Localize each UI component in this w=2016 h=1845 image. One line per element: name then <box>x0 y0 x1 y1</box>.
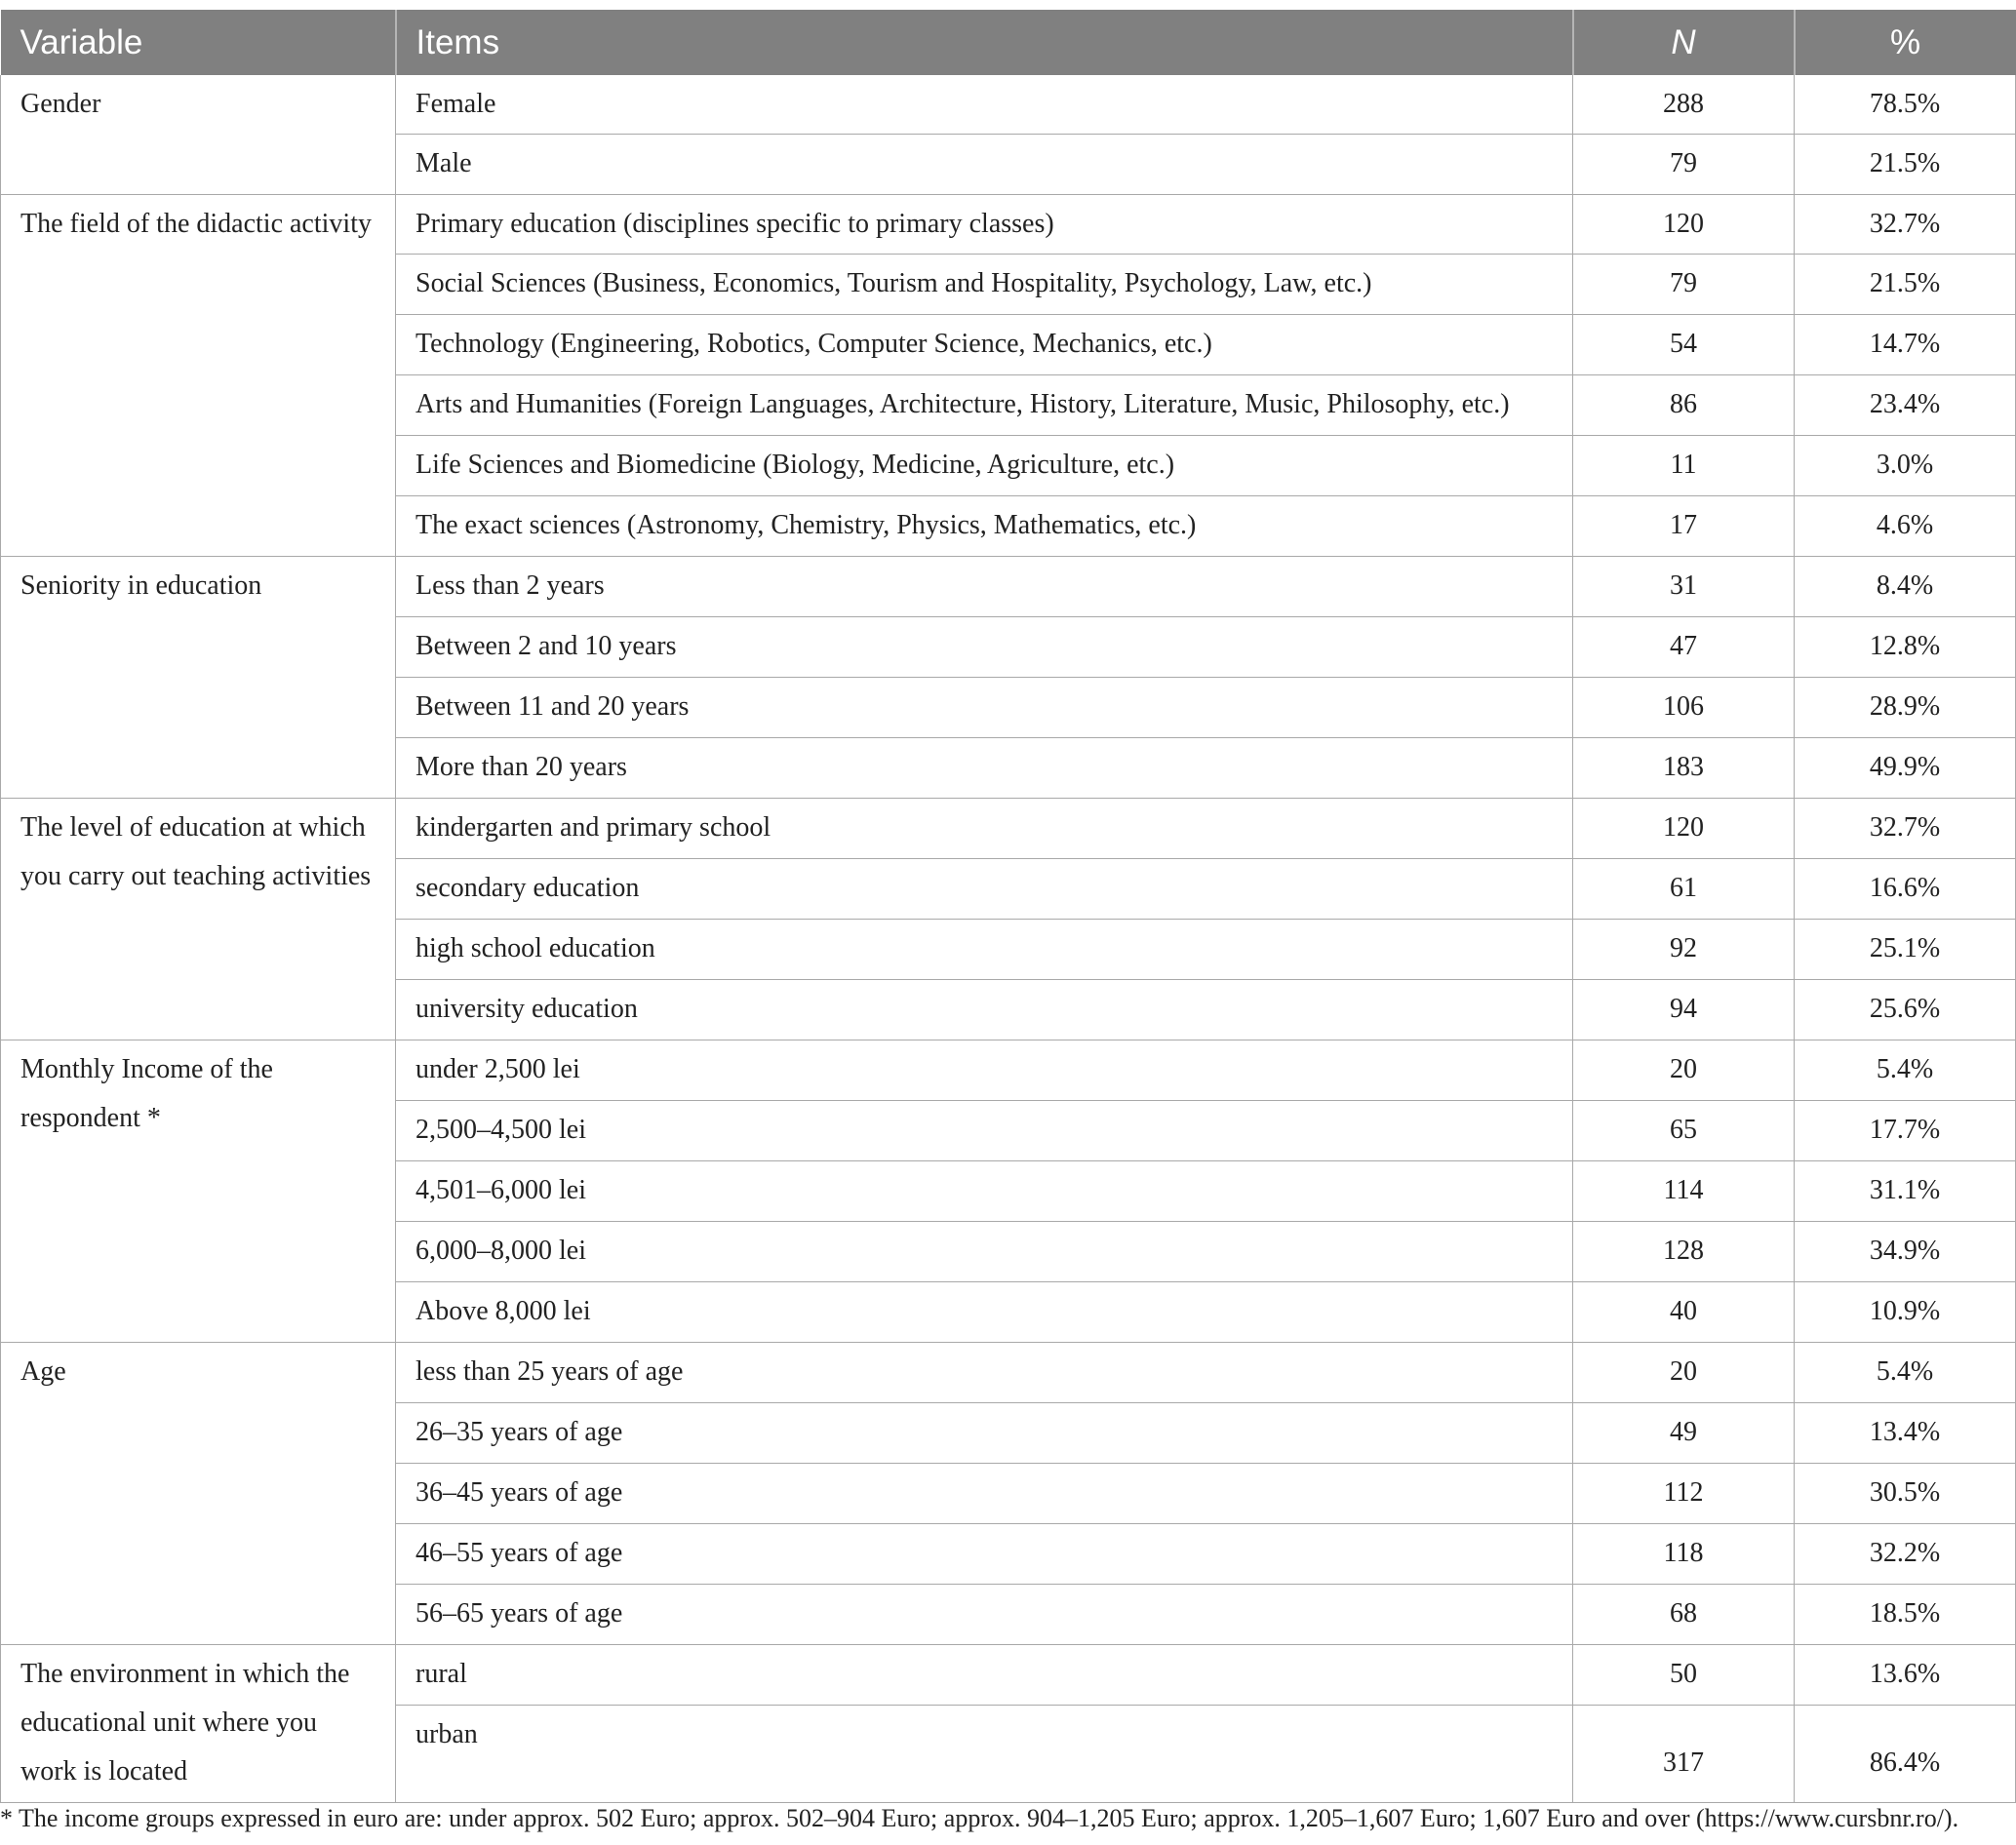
percent-cell: 21.5% <box>1795 254 2016 314</box>
percent-cell: 28.9% <box>1795 677 2016 737</box>
variable-cell: Gender <box>1 75 396 194</box>
n-cell: 49 <box>1573 1402 1795 1463</box>
percent-cell: 32.7% <box>1795 798 2016 858</box>
percent-cell: 13.4% <box>1795 1402 2016 1463</box>
item-cell: less than 25 years of age <box>396 1342 1573 1402</box>
n-cell: 183 <box>1573 737 1795 798</box>
percent-cell: 31.1% <box>1795 1160 2016 1221</box>
n-cell: 61 <box>1573 858 1795 919</box>
table-row <box>1 1342 2016 1402</box>
n-cell: 317 <box>1573 1705 1795 1802</box>
n-cell: 94 <box>1573 979 1795 1040</box>
item-cell: rural <box>396 1644 1573 1705</box>
percent-cell: 23.4% <box>1795 374 2016 435</box>
header-items: Items <box>396 10 1573 75</box>
item-cell: 26–35 years of age <box>396 1402 1573 1463</box>
item-cell: Life Sciences and Biomedicine (Biology, Medicine, Agriculture, etc.) <box>396 435 1573 495</box>
item-cell: Less than 2 years <box>396 556 1573 616</box>
percent-cell: 5.4% <box>1795 1342 2016 1402</box>
item-cell: Technology (Engineering, Robotics, Computer Science, Mechanics, etc.) <box>396 314 1573 374</box>
n-cell: 92 <box>1573 919 1795 979</box>
table-row <box>1 1040 2016 1100</box>
header-n: N <box>1573 10 1795 75</box>
n-cell: 31 <box>1573 556 1795 616</box>
item-cell: high school education <box>396 919 1573 979</box>
item-cell: under 2,500 lei <box>396 1040 1573 1100</box>
percent-cell: 25.6% <box>1795 979 2016 1040</box>
item-cell: 4,501–6,000 lei <box>396 1160 1573 1221</box>
percent-cell: 4.6% <box>1795 495 2016 556</box>
item-cell: 6,000–8,000 lei <box>396 1221 1573 1281</box>
percent-cell: 17.7% <box>1795 1100 2016 1160</box>
variable-cell: Age <box>1 1342 396 1644</box>
percent-cell: 18.5% <box>1795 1584 2016 1644</box>
header-percent: % <box>1795 10 2016 75</box>
table-body <box>1 75 2016 1802</box>
percent-cell: 78.5% <box>1795 75 2016 134</box>
n-cell: 11 <box>1573 435 1795 495</box>
percent-cell: 16.6% <box>1795 858 2016 919</box>
n-cell: 79 <box>1573 134 1795 194</box>
variable-cell: The environment in which the educational unit where you work is located <box>1 1644 396 1802</box>
n-cell: 79 <box>1573 254 1795 314</box>
table-row <box>1 1644 2016 1705</box>
item-cell: Between 11 and 20 years <box>396 677 1573 737</box>
percent-cell: 34.9% <box>1795 1221 2016 1281</box>
table-row <box>1 194 2016 254</box>
n-cell: 120 <box>1573 194 1795 254</box>
item-cell: Between 2 and 10 years <box>396 616 1573 677</box>
item-cell: Above 8,000 lei <box>396 1281 1573 1342</box>
n-cell: 114 <box>1573 1160 1795 1221</box>
item-cell: secondary education <box>396 858 1573 919</box>
item-cell: More than 20 years <box>396 737 1573 798</box>
n-cell: 68 <box>1573 1584 1795 1644</box>
variable-cell: The field of the didactic activity <box>1 194 396 556</box>
percent-cell: 13.6% <box>1795 1644 2016 1705</box>
n-cell: 118 <box>1573 1523 1795 1584</box>
n-cell: 50 <box>1573 1644 1795 1705</box>
percent-cell: 30.5% <box>1795 1463 2016 1523</box>
n-cell: 86 <box>1573 374 1795 435</box>
percent-cell: 10.9% <box>1795 1281 2016 1342</box>
item-cell: Male <box>396 134 1573 194</box>
item-cell: 46–55 years of age <box>396 1523 1573 1584</box>
n-cell: 128 <box>1573 1221 1795 1281</box>
variable-cell: Monthly Income of the respondent * <box>1 1040 396 1342</box>
n-cell: 106 <box>1573 677 1795 737</box>
n-cell: 17 <box>1573 495 1795 556</box>
item-cell: Arts and Humanities (Foreign Languages, Architecture, History, Literature, Music, Philosophy, etc.) <box>396 374 1573 435</box>
n-cell: 20 <box>1573 1342 1795 1402</box>
n-cell: 112 <box>1573 1463 1795 1523</box>
variable-cell: Seniority in education <box>1 556 396 798</box>
percent-cell: 86.4% <box>1795 1705 2016 1802</box>
percent-cell: 14.7% <box>1795 314 2016 374</box>
percent-cell: 3.0% <box>1795 435 2016 495</box>
item-cell: 56–65 years of age <box>396 1584 1573 1644</box>
item-cell: kindergarten and primary school <box>396 798 1573 858</box>
item-cell: The exact sciences (Astronomy, Chemistry, Physics, Mathematics, etc.) <box>396 495 1573 556</box>
demographics-table-container <box>0 10 2015 1803</box>
item-cell: Female <box>396 75 1573 134</box>
n-cell: 54 <box>1573 314 1795 374</box>
n-cell: 288 <box>1573 75 1795 134</box>
percent-cell: 8.4% <box>1795 556 2016 616</box>
n-cell: 120 <box>1573 798 1795 858</box>
table-row <box>1 798 2016 858</box>
demographics-table <box>0 10 2016 1803</box>
item-cell: 2,500–4,500 lei <box>396 1100 1573 1160</box>
table-row <box>1 75 2016 134</box>
item-cell: 36–45 years of age <box>396 1463 1573 1523</box>
header-variable: Variable <box>1 10 396 75</box>
item-cell: Social Sciences (Business, Economics, Tourism and Hospitality, Psychology, Law, etc.) <box>396 254 1573 314</box>
n-cell: 65 <box>1573 1100 1795 1160</box>
item-cell: urban <box>396 1705 1573 1802</box>
percent-cell: 25.1% <box>1795 919 2016 979</box>
n-cell: 40 <box>1573 1281 1795 1342</box>
percent-cell: 5.4% <box>1795 1040 2016 1100</box>
table-footnote: * The income groups expressed in euro are: under approx. 502 Euro; approx. 502–904 Euro; approx. 904–1,205 Euro; approx. 1,205–1,607 Euro; 1,607 Euro and over (https://www.cursbnr.ro/). <box>0 1804 1959 1832</box>
n-cell: 20 <box>1573 1040 1795 1100</box>
item-cell: university education <box>396 979 1573 1040</box>
percent-cell: 12.8% <box>1795 616 2016 677</box>
n-cell: 47 <box>1573 616 1795 677</box>
header-row <box>1 10 2016 75</box>
item-cell: Primary education (disciplines specific to primary classes) <box>396 194 1573 254</box>
percent-cell: 32.2% <box>1795 1523 2016 1584</box>
percent-cell: 49.9% <box>1795 737 2016 798</box>
table-row <box>1 556 2016 616</box>
percent-cell: 21.5% <box>1795 134 2016 194</box>
variable-cell: The level of education at which you carry out teaching activities <box>1 798 396 1040</box>
table-header <box>1 10 2016 75</box>
percent-cell: 32.7% <box>1795 194 2016 254</box>
